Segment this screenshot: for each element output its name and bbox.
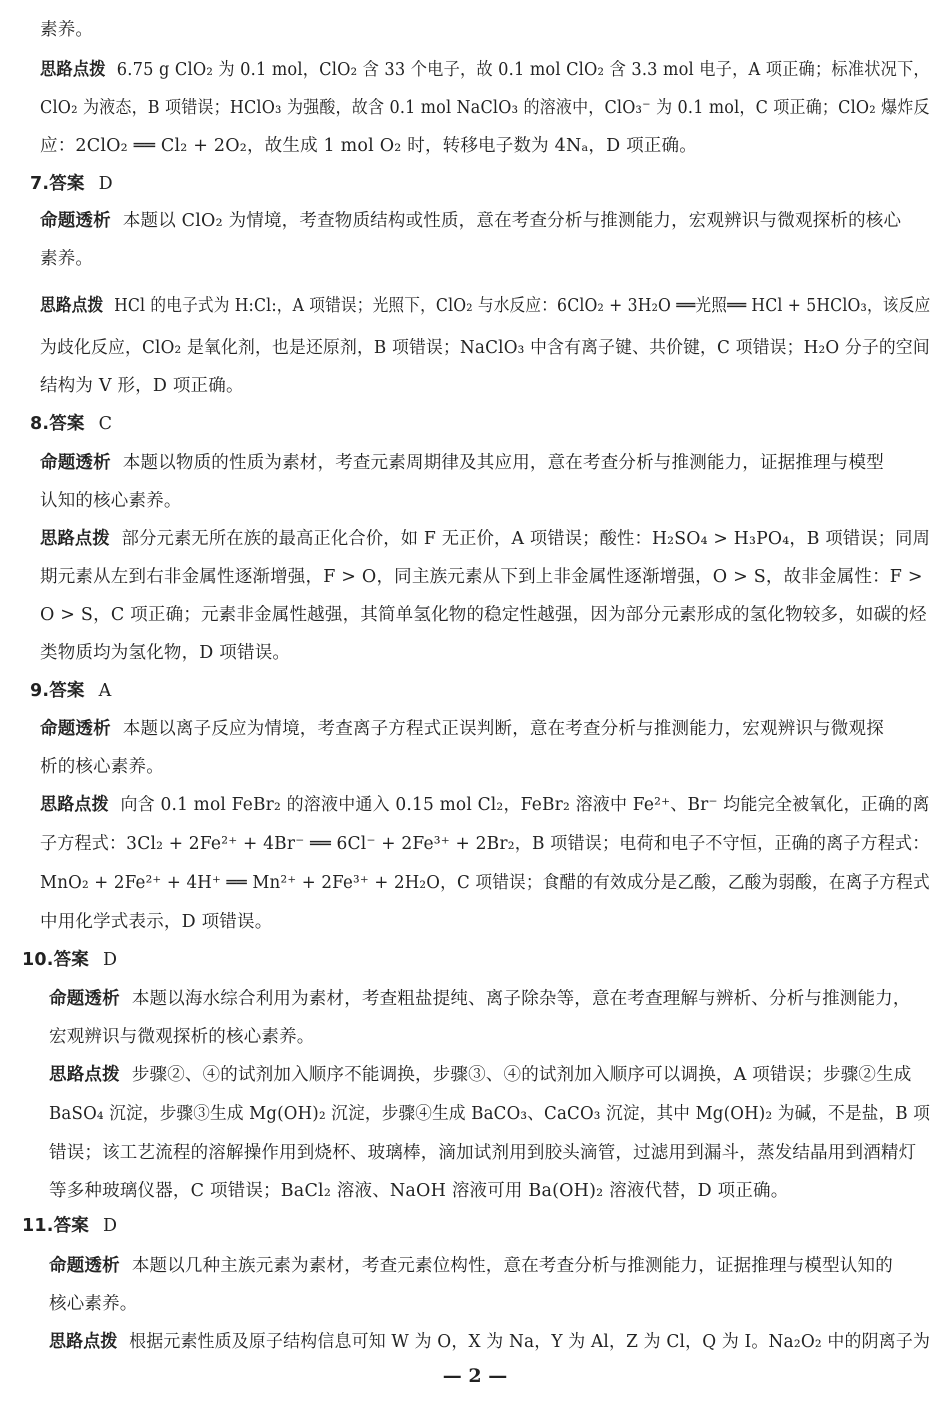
section-first-line bbox=[40, 298, 930, 316]
section-heading: 命题透析 bbox=[40, 719, 111, 739]
text-line bbox=[40, 875, 930, 893]
line-text: BaSO₄ 沉淀，步骤③生成 Mg(OH)₂ 沉淀，步骤④生成 BaCO₃、CaCO₃ 沉淀，其中 Mg(OH)₂ 为碱，不是盐，B 项 bbox=[49, 1104, 931, 1124]
line-text: 析的核心素养。 bbox=[40, 757, 164, 777]
answer-label: 答案 bbox=[53, 1216, 90, 1236]
section-first-line bbox=[40, 62, 930, 80]
section-heading: 命题透析 bbox=[49, 1256, 120, 1276]
answer-line bbox=[30, 176, 113, 194]
section-heading: 命题透析 bbox=[49, 989, 120, 1009]
text-line bbox=[40, 759, 164, 777]
line-text: 类物质均为氢化物，D 项错误。 bbox=[40, 643, 291, 663]
line-text: 本题以离子反应为情境，考查离子方程式正误判断，意在考查分析与推测能力，宏观辨识与微观探 bbox=[122, 719, 884, 739]
line-text: 中用化学式表示，D 项错误。 bbox=[40, 912, 273, 932]
line-text: 素养。 bbox=[40, 20, 94, 40]
answer-line bbox=[22, 952, 117, 970]
line-text: 本题以海水综合利用为素材，考查粗盐提纯、离子除杂等，意在考查理解与辨析、分析与推测能力， bbox=[131, 989, 911, 1009]
answer-value: D bbox=[98, 174, 113, 194]
question-number: 7. bbox=[30, 174, 50, 194]
section-heading: 思路点拨 bbox=[49, 1065, 120, 1085]
text-line bbox=[40, 914, 272, 932]
text-line bbox=[49, 1029, 315, 1047]
text-line bbox=[40, 607, 927, 625]
line-text: ClO₂ 为液态，B 项错误；HClO₃ 为强酸，故含 0.1 mol NaClO₃ 的溶液中，ClO₃⁻ 为 0.1 mol，C 项正确；ClO₂ 爆炸反 bbox=[40, 98, 930, 118]
line-text: 结构为 V 形，D 项正确。 bbox=[40, 376, 244, 396]
answer-label: 答案 bbox=[49, 414, 85, 434]
line-text: 6.75 g ClO₂ 为 0.1 mol，ClO₂ 含 33 个电子，故 0.1 mol ClO₂ 含 3.3 mol 电子，A 项正确；标准状况下， bbox=[116, 60, 930, 80]
line-text: 向含 0.1 mol FeBr₂ 的溶液中通入 0.15 mol Cl₂，FeBr₂ 溶液中 Fe²⁺、Br⁻ 均能完全被氧化，正确的离 bbox=[120, 795, 930, 815]
question-number: 11. bbox=[22, 1216, 54, 1236]
line-text: 素养。 bbox=[40, 249, 94, 269]
section-first-line bbox=[49, 1334, 930, 1352]
answer-line bbox=[30, 683, 111, 701]
section-first-line bbox=[40, 213, 901, 231]
section-heading: 思路点拨 bbox=[40, 296, 104, 316]
line-text: 等多种玻璃仪器，C 项错误；BaCl₂ 溶液、NaOH 溶液可用 Ba(OH)₂ 溶液代替，D 项正确。 bbox=[49, 1181, 789, 1201]
section-first-line bbox=[40, 531, 930, 549]
answer-value: D bbox=[103, 1216, 118, 1236]
text-line bbox=[40, 251, 93, 269]
text-line bbox=[40, 100, 930, 118]
line-text: 宏观辨识与微观探析的核心素养。 bbox=[49, 1027, 315, 1047]
section-first-line bbox=[49, 991, 911, 1009]
text-line bbox=[40, 836, 929, 854]
answer-line bbox=[22, 1218, 117, 1236]
section-heading: 思路点拨 bbox=[40, 529, 110, 549]
line-text: 步骤②、④的试剂加入顺序不能调换，步骤③、④的试剂加入顺序可以调换，A 项错误；步骤②生成 bbox=[131, 1065, 912, 1085]
answer-value: A bbox=[98, 681, 112, 701]
line-text: 错误；该工艺流程的溶解操作用到烧杯、玻璃棒，滴加试剂用到胶头滴管，过滤用到漏斗，蒸发结晶用到酒精灯 bbox=[49, 1143, 917, 1163]
answer-label: 答案 bbox=[49, 681, 85, 701]
section-heading: 思路点拨 bbox=[49, 1332, 118, 1352]
page-number: — 2 — bbox=[442, 1365, 508, 1387]
line-text: 应：2ClO₂ ══ Cl₂ + 2O₂，故生成 1 mol O₂ 时，转移电子数为 4Nₐ，D 项正确。 bbox=[40, 136, 697, 156]
line-text: 认知的核心素养。 bbox=[40, 491, 182, 511]
line-text: 本题以物质的性质为素材，考查元素周期律及其应用，意在考查分析与推测能力，证据推理与模型 bbox=[122, 453, 884, 473]
line-text: 部分元素无所在族的最高正化合价，如 F 无正价，A 项错误；酸性：H₂SO₄ > H₃PO₄，B 项错误；同周 bbox=[121, 529, 931, 549]
text-line bbox=[49, 1296, 138, 1314]
text-line bbox=[49, 1106, 930, 1124]
section-first-line bbox=[49, 1258, 893, 1276]
answer-label: 答案 bbox=[49, 174, 85, 194]
question-number: 9. bbox=[30, 681, 50, 701]
answer-value: D bbox=[103, 950, 118, 970]
section-heading: 命题透析 bbox=[40, 211, 111, 231]
line-text: MnO₂ + 2Fe²⁺ + 4H⁺ ══ Mn²⁺ + 2Fe³⁺ + 2H₂O，C 项错误；食醋的有效成分是乙酸，乙酸为弱酸，在离子方程式 bbox=[40, 873, 930, 893]
section-first-line bbox=[49, 1067, 912, 1085]
section-first-line bbox=[40, 797, 930, 815]
question-number: 8. bbox=[30, 414, 50, 434]
section-heading: 思路点拨 bbox=[40, 60, 106, 80]
line-text: 子方程式：3Cl₂ + 2Fe²⁺ + 4Br⁻ ══ 6Cl⁻ + 2Fe³⁺ + 2Br₂，B 项错误；电荷和电子不守恒，正确的离子方程式： bbox=[40, 834, 930, 854]
text-line bbox=[40, 340, 930, 358]
section-first-line bbox=[40, 721, 884, 739]
line-text: 核心素养。 bbox=[49, 1294, 138, 1314]
text-line bbox=[40, 493, 182, 511]
text-line bbox=[40, 138, 697, 156]
text-line bbox=[40, 569, 923, 587]
question-number: 10. bbox=[22, 950, 54, 970]
section-heading: 命题透析 bbox=[40, 453, 111, 473]
text-line bbox=[40, 22, 93, 40]
text-line bbox=[40, 645, 290, 663]
line-text: 为歧化反应，ClO₂ 是氧化剂，也是还原剂，B 项错误；NaClO₃ 中含有离子键、共价键，C 项错误；H₂O 分子的空间 bbox=[40, 338, 930, 358]
line-text: 本题以 ClO₂ 为情境，考查物质结构或性质，意在考查分析与推测能力，宏观辨识与微观探析的核心 bbox=[122, 211, 902, 231]
line-text: O > S，C 项正确；元素非金属性越强，其简单氢化物的稳定性越强，因为部分元素形成的氢化物较多，如碳的烃 bbox=[40, 605, 927, 625]
section-first-line bbox=[40, 455, 884, 473]
answer-label: 答案 bbox=[53, 950, 90, 970]
line-text: 本题以几种主族元素为素材，考查元素位构性，意在考查分析与推测能力，证据推理与模型认知的 bbox=[131, 1256, 893, 1276]
text-line bbox=[49, 1183, 788, 1201]
line-text: 根据元素性质及原子结构信息可知 W 为 O，X 为 Na，Y 为 Al，Z 为 Cl，Q 为 I。Na₂O₂ 中的阴离子为 bbox=[129, 1332, 931, 1352]
line-text: 期元素从左到右非金属性逐渐增强，F > O，同主族元素从下到上非金属性逐渐增强，O > S，故非金属性：F > bbox=[40, 567, 923, 587]
text-line bbox=[49, 1145, 916, 1163]
answer-value: C bbox=[98, 414, 113, 434]
text-line bbox=[40, 378, 244, 396]
answer-line bbox=[30, 416, 112, 434]
section-heading: 思路点拨 bbox=[40, 795, 109, 815]
line-text: HCl 的电子式为 H:Cl:，A 项错误；光照下，ClO₂ 与水反应：6ClO₂ + 3H₂O ══光照══ HCl + 5HClO₃，该反应 bbox=[114, 296, 931, 316]
